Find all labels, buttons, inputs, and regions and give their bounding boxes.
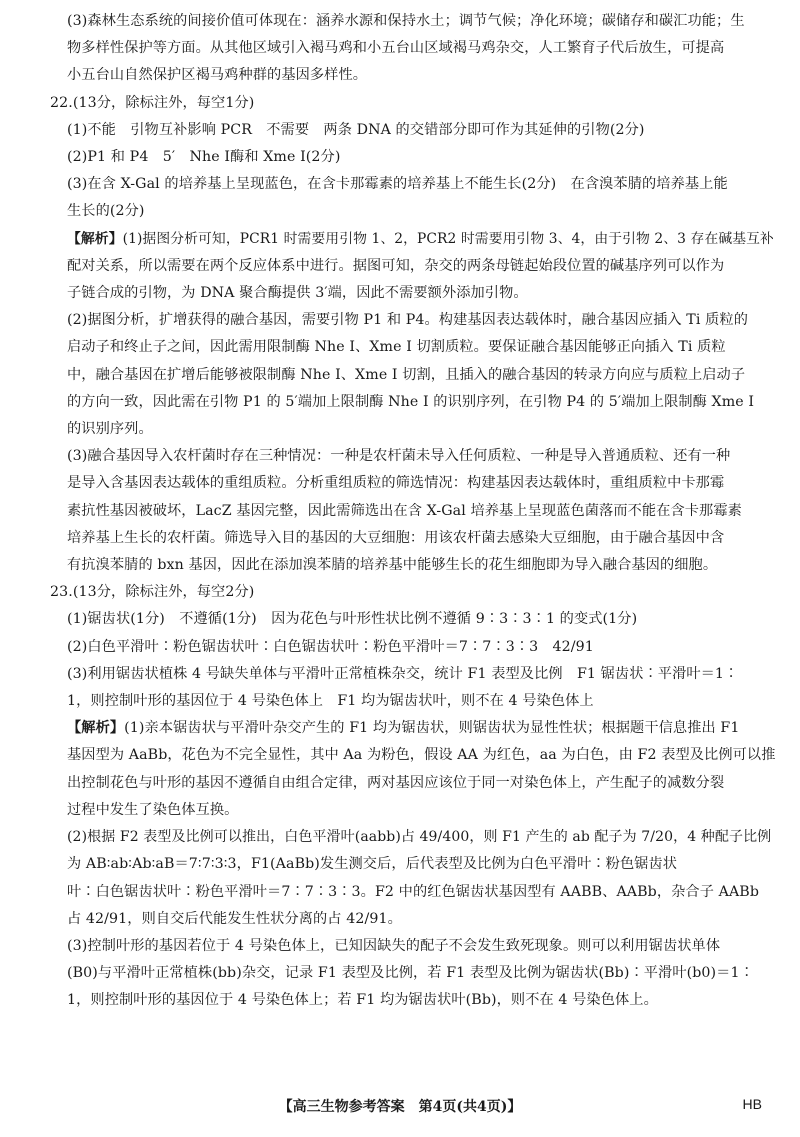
answer-line: (2)P1 和 P4 5′ Nhe Ⅰ酶和 Xme Ⅰ(2分) xyxy=(67,149,341,166)
text-line: (3)森林生态系统的间接价值可体现在：涵养水源和保持水土；调节气候；净化环境；碳储存和碳汇功能；生 xyxy=(67,13,745,29)
text-line: 小五台山自然保护区褐马鸡种群的基因多样性。 xyxy=(67,67,368,84)
analysis-line: 有抗溴苯腈的 bxn 基因，因此在添加溴苯腈的培养基中能够生长的花生细胞即为导入融合基因的细胞。 xyxy=(67,557,718,574)
analysis-line: 启动子和终止子之间，因此需用限制酶 Nhe Ⅰ、Xme Ⅰ 切割质粒。要保证融合基因能够正向插入 Ti 质粒 xyxy=(67,339,726,356)
analysis-line: (2)根据 F2 表型及比例可以推出，白色平滑叶(aabb)占 49/400，则 F1 产生的 ab 配子为 7/20，4 种配子比例 xyxy=(67,829,772,846)
analysis-line: 【解析】(1)据图分析可知，PCR1 时需要用引物 1、2，PCR2 时需要用引物 3、4，由于引物 2、3 存在碱基互补 xyxy=(67,230,774,247)
analysis-line: 培养基上生长的农杆菌。筛选导入目的基因的大豆细胞：用该农杆菌去感染大豆细胞，由于融合基因中含 xyxy=(67,529,725,546)
analysis-line: 叶∶白色锯齿状叶∶粉色平滑叶＝7∶7∶3∶3。F2 中的红色锯齿状基因型有 AABB、AABb，杂合子 AABb xyxy=(67,883,760,900)
analysis-line: 为 AB∶ab∶Ab∶aB＝7∶7∶3∶3，F1(AaBb)发生测交后，后代表型及比例为白色平滑叶∶粉色锯齿状 xyxy=(67,856,678,873)
answer-line: 1，则控制叶形的基因位于 4 号染色体上 F1 均为锯齿状叶，则不在 4 号染色体上 xyxy=(67,693,594,710)
footer-code: HB xyxy=(742,1096,762,1112)
analysis-line: 【解析】(1)亲本锯齿状与平滑叶杂交产生的 F1 均为锯齿状，则锯齿状为显性性状；根据题干信息推出 F1 xyxy=(67,720,740,737)
answer-line: (1)锯齿状(1分) 不遵循(1分) 因为花色与叶形性状比例不遵循 9∶3∶3∶1 的变式(1分) xyxy=(67,611,638,628)
analysis-line: 子链合成的引物，为 DNA 聚合酶提供 3′端，因此不需要额外添加引物。 xyxy=(67,285,528,302)
page-footer xyxy=(0,1096,800,1118)
answer-line: (2)白色平滑叶∶粉色锯齿状叶∶白色锯齿状叶∶粉色平滑叶＝7∶7∶3∶3 42/91 xyxy=(67,638,594,655)
analysis-line: (B0)与平滑叶正常植株(bb)杂交，记录 F1 表型及比例，若 F1 表型及比例为锯齿状(Bb)∶平滑叶(b0)＝1∶ xyxy=(67,965,754,982)
analysis-line: 是导入含基因表达载体的重组质粒。分析重组质粒的筛选情况：构建基因表达载体时，重组质粒中卡那霉 xyxy=(67,475,725,492)
answer-line: 生长的(2分) xyxy=(67,203,145,220)
analysis-line: 1，则控制叶形的基因位于 4 号染色体上；若 F1 均为锯齿状叶(Bb)，则不在 4 号染色体上。 xyxy=(67,992,658,1009)
answer-line: (1)不能 引物互补影响 PCR 不需要 两条 DNA 的交错部分即可作为其延伸的引物(2分) xyxy=(67,121,645,138)
analysis-line: 的识别序列。 xyxy=(67,421,153,438)
answer-page-body xyxy=(50,8,778,1015)
analysis-line: 中，融合基因在扩增后能够被限制酶 Nhe Ⅰ、Xme Ⅰ 切割，且插入的融合基因的转录方向应与质粒上启动子 xyxy=(67,366,746,383)
analysis-line: (3)融合基因导入农杆菌时存在三种情况：一种是农杆菌未导入任何质粒、一种是导入普通质粒、还有一种 xyxy=(67,448,731,465)
analysis-line: (3)控制叶形的基因若位于 4 号染色体上，已知因缺失的配子不会发生致死现象。则可以利用锯齿状单体 xyxy=(67,937,721,954)
analysis-line: (2)据图分析，扩增获得的融合基因，需要引物 P1 和 P4。构建基因表达载体时，融合基因应插入 Ti 质粒的 xyxy=(67,312,748,329)
analysis-line: 出控制花色与叶形的基因不遵循自由组合定律，两对基因应该位于同一对染色体上，产生配子的减数分裂 xyxy=(67,774,725,791)
question-23 xyxy=(50,579,778,1014)
q21-part3 xyxy=(50,8,778,90)
analysis-line: 占 42/91，则自交后代能发生性状分离的占 42/91。 xyxy=(67,910,402,927)
answer-line: (3)利用锯齿状植株 4 号缺失单体与平滑叶正常植株杂交，统计 F1 表型及比例 F1 锯齿状∶平滑叶＝1∶ xyxy=(67,665,739,682)
analysis-line: 的方向一致，因此需在引物 P1 的 5′端加上限制酶 Nhe Ⅰ 的识别序列，在引物 P4 的 5′端加上限制酶 Xme Ⅰ xyxy=(67,393,755,410)
analysis-line: 配对关系，所以需要在两个反应体系中进行。据图可知，杂交的两条母链起始段位置的碱基序列可以作为 xyxy=(67,257,725,274)
answer-line: (3)在含 X-Gal 的培养基上呈现蓝色，在含卡那霉素的培养基上不能生长(2分) 在含溴苯腈的培养基上能 xyxy=(67,176,728,193)
footer-title: 【高三生物参考答案 第4页(共4页)】 xyxy=(278,1099,522,1115)
analysis-tag: 【解析】 xyxy=(67,720,125,737)
question-22-header: 22.(13分，除标注外，每空1分) xyxy=(50,94,255,111)
analysis-line: 素抗性基因被破坏，LacZ 基因完整，因此需筛选出在含 X-Gal 培养基上呈现蓝色菌落而不能在含卡那霉素 xyxy=(67,502,742,519)
analysis-line: 过程中发生了染色体互换。 xyxy=(67,801,239,818)
analysis-tag: 【解析】 xyxy=(67,230,123,247)
text-line: 物多样性保护等方面。从其他区域引入褐马鸡和小五台山区域褐马鸡杂交，人工繁育子代后放生，可提高 xyxy=(67,40,725,57)
analysis-line: 基因型为 AaBb，花色为不完全显性，其中 Aa 为粉色，假设 AA 为红色，aa 为白色，由 F2 表型及比例可以推 xyxy=(67,747,776,764)
question-22 xyxy=(50,90,778,580)
question-23-header: 23.(13分，除标注外，每空2分) xyxy=(50,584,255,601)
